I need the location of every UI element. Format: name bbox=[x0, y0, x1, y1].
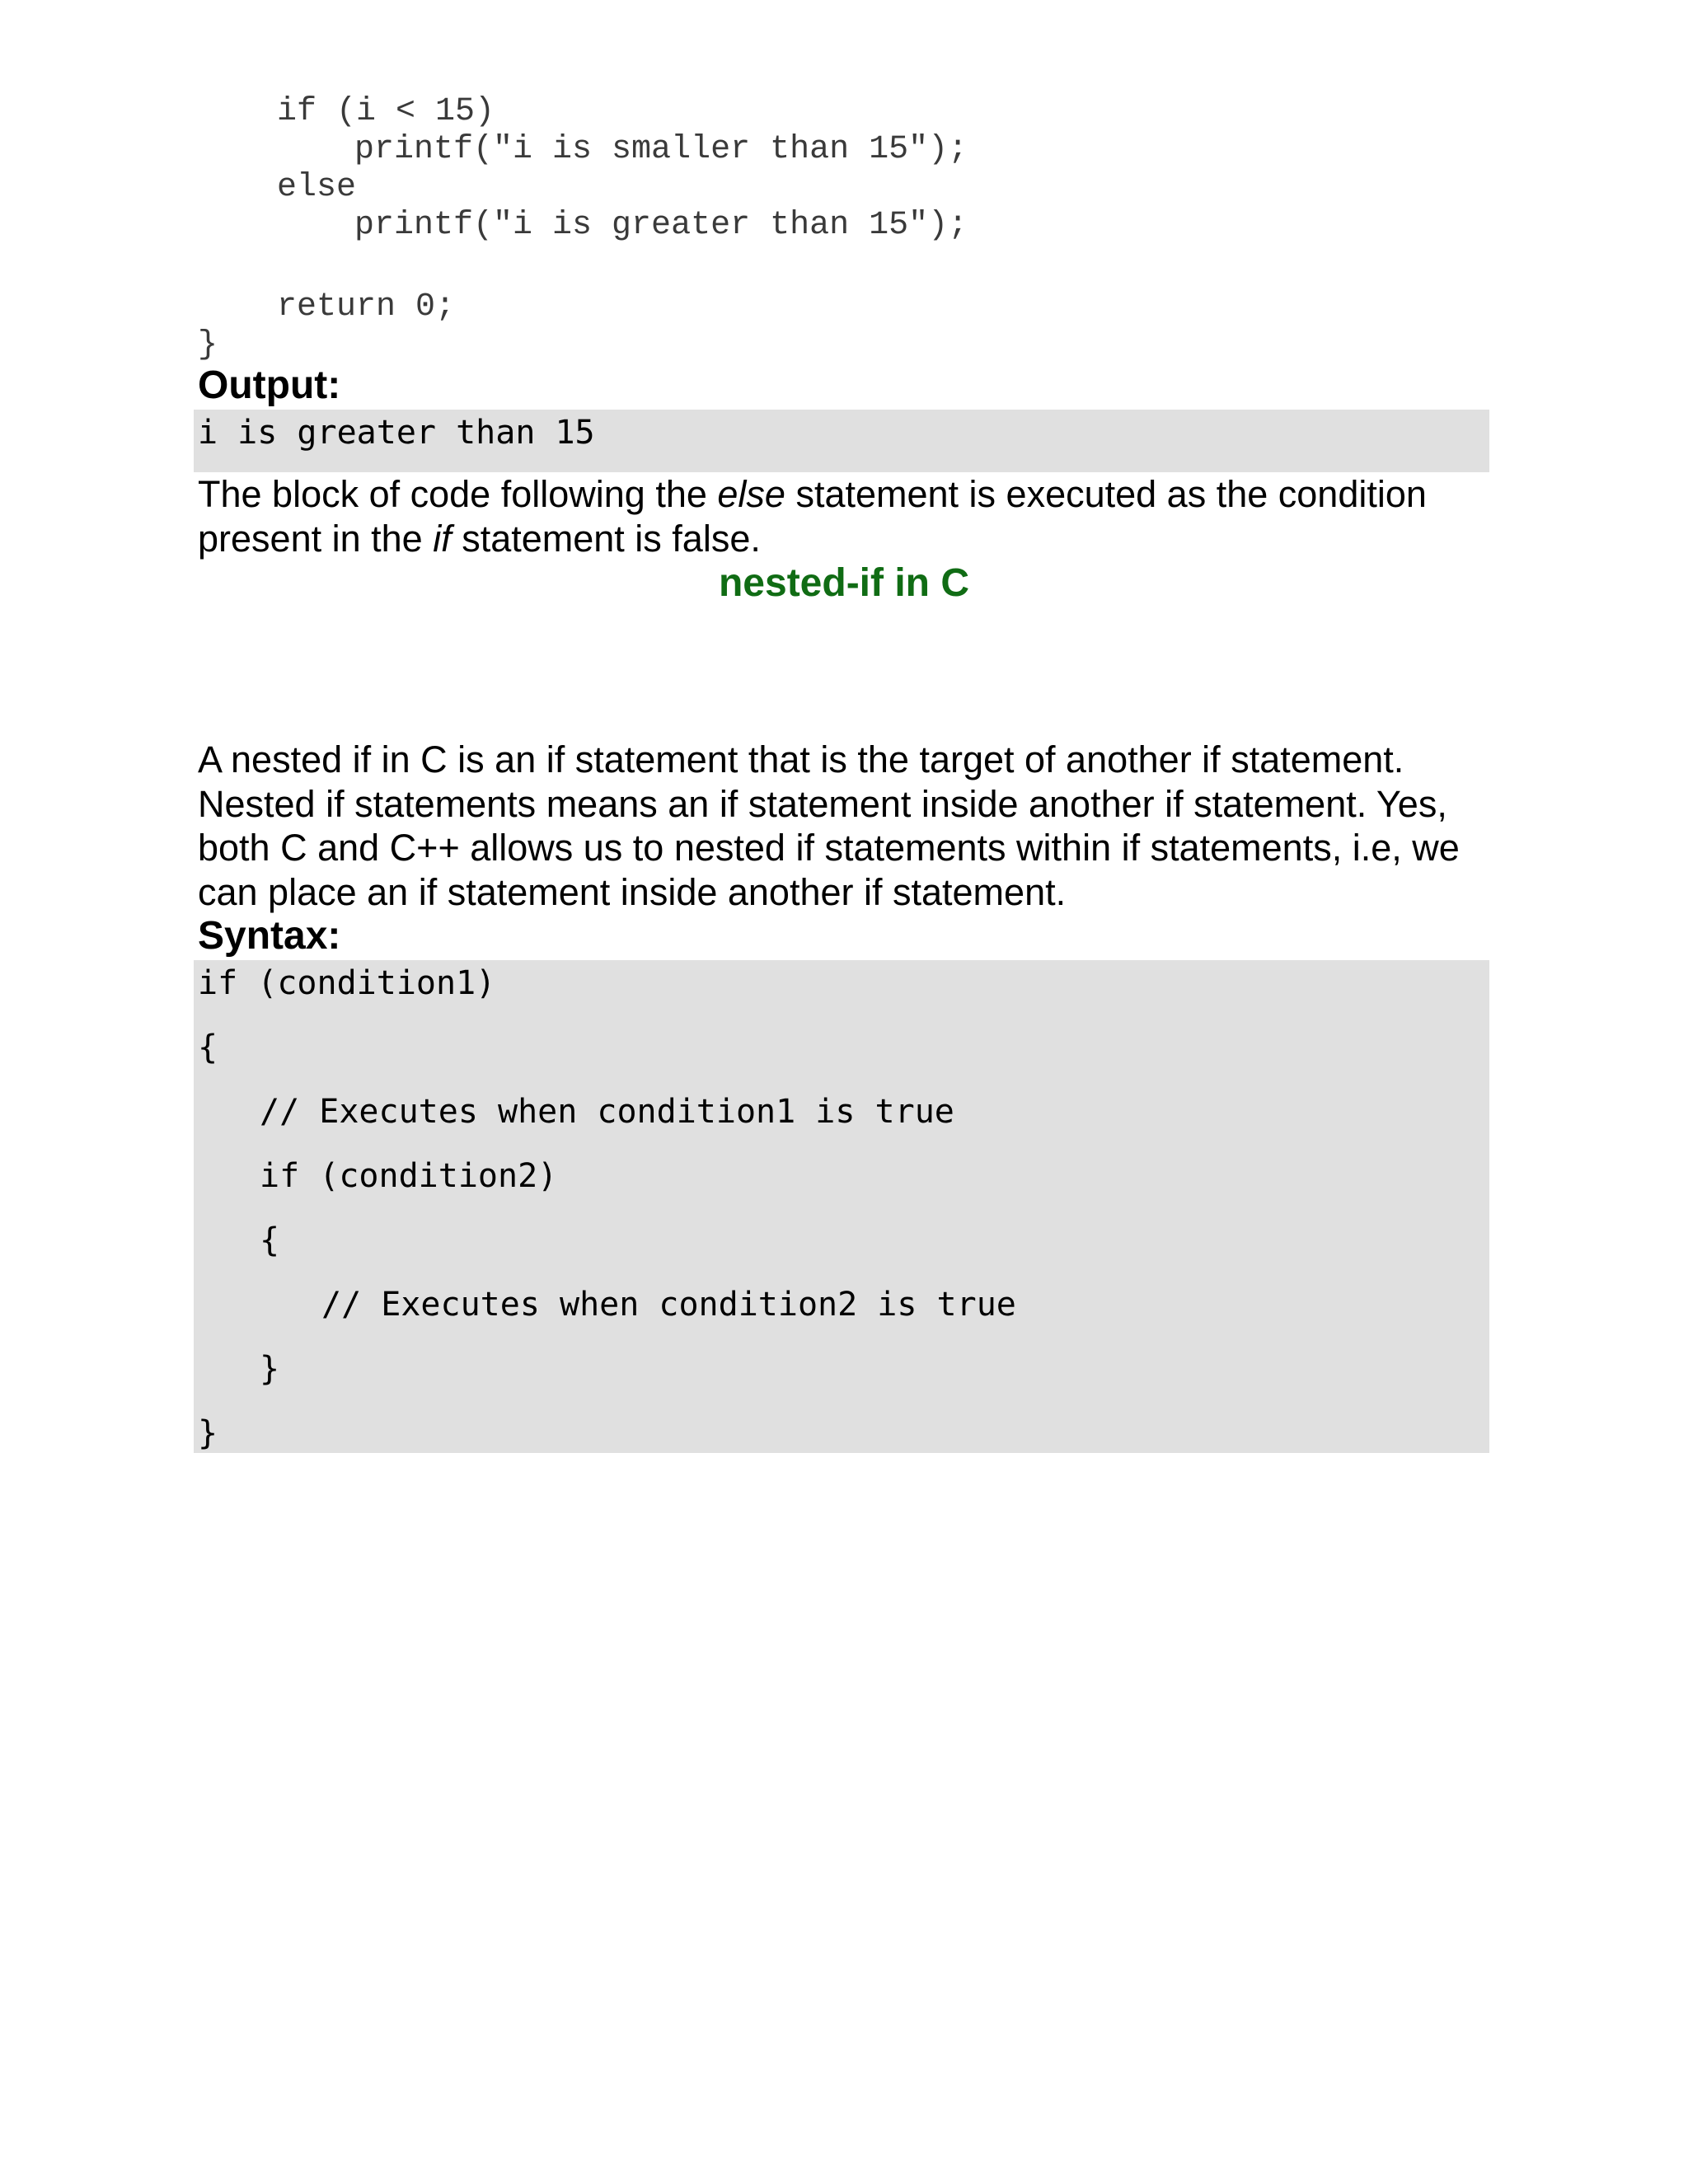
explanation-text-3: statement is false. bbox=[451, 517, 761, 560]
explanation-paragraph bbox=[198, 472, 1500, 560]
syntax-code-box bbox=[194, 960, 1489, 1453]
syntax-line-comment-1: // Executes when condition1 is true bbox=[260, 1093, 954, 1131]
output-text: i is greater than 15 bbox=[198, 414, 595, 452]
output-heading: Output: bbox=[198, 363, 341, 407]
syntax-line-if-condition1: if (condition1) bbox=[198, 964, 496, 1002]
explanation-text-1: The block of code following the bbox=[198, 473, 718, 515]
section-title: nested-if in C bbox=[718, 561, 969, 605]
syntax-line-if-condition2: if (condition2) bbox=[260, 1157, 558, 1195]
syntax-line-inner-close-brace: } bbox=[260, 1350, 280, 1388]
description-paragraph: A nested if in C is an if statement that is the target of another if statement. Nested if statements means an if statement inside another if statement. Yes, both C and C++ allows us to nested if statements within if statements, i.e, we can place an if statement inside another if statement. bbox=[198, 738, 1460, 913]
syntax-heading: Syntax: bbox=[198, 914, 341, 958]
syntax-line-open-brace: { bbox=[198, 1029, 218, 1066]
else-keyword: else bbox=[717, 473, 785, 515]
code-line-return: return 0; bbox=[277, 288, 456, 326]
code-line-printf-greater: printf("i is greater than 15"); bbox=[354, 207, 968, 244]
syntax-line-close-brace: } bbox=[198, 1414, 218, 1452]
explanation-text-2: statement is executed as the condition present in the bbox=[198, 473, 1427, 560]
code-line-else: else bbox=[277, 169, 357, 206]
if-keyword: if bbox=[433, 517, 452, 560]
code-line-if: if (i < 15) bbox=[277, 93, 495, 130]
code-line-closing-brace: } bbox=[198, 326, 218, 363]
syntax-line-comment-2: // Executes when condition2 is true bbox=[321, 1286, 1016, 1324]
code-line-printf-smaller: printf("i is smaller than 15"); bbox=[354, 131, 968, 168]
syntax-line-inner-open-brace: { bbox=[260, 1221, 280, 1259]
